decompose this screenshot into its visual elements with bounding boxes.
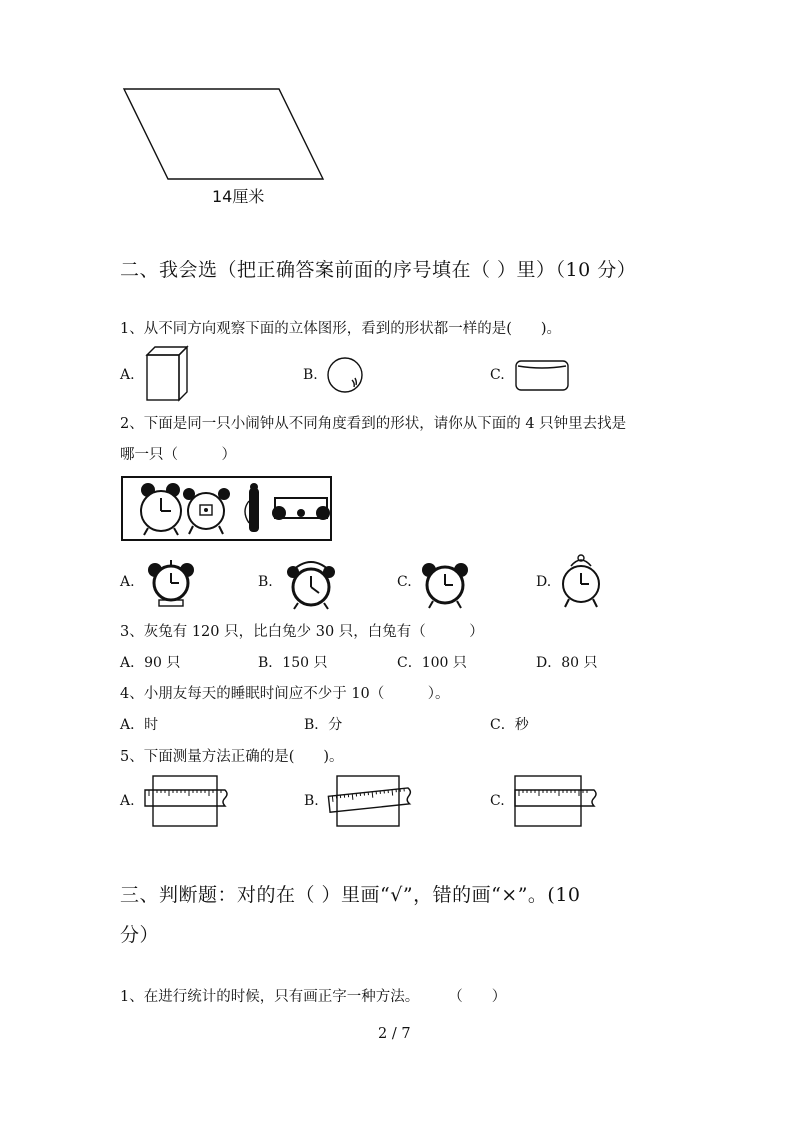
q1-option-a-label: A. — [120, 367, 135, 383]
clock-back-view-icon — [183, 488, 230, 534]
section3-heading-line1: 三、判断题：对的在（ ）里画“√”，错的画“×”。(10 — [120, 884, 581, 906]
q4-text: 4、小朋友每天的睡眠时间应不少于 10（ ）。 — [120, 686, 450, 702]
q4-option-b: B．分 — [304, 717, 343, 733]
cuboid-icon — [145, 345, 191, 403]
clock-views-box — [121, 476, 333, 542]
section2-heading: 二、我会选（把正确答案前面的序号填在（ ）里）（10 分） — [120, 259, 637, 281]
q2-option-d-label: D. — [536, 574, 552, 590]
q5-option-a-label: A. — [120, 793, 135, 809]
q3-option-b: B．150 只 — [258, 655, 328, 671]
parallelogram-figure — [0, 0, 794, 220]
ruler-measure-b-icon — [325, 772, 417, 828]
q3-text: 3、灰兔有 120 只，比白兔少 30 只，白兔有（ ） — [120, 624, 484, 640]
clock-front-view-icon — [141, 483, 181, 535]
q4-option-c: C．秒 — [490, 717, 529, 733]
alarm-clock-d-icon — [557, 554, 605, 610]
q2-option-c-label: C. — [397, 574, 412, 590]
q1-option-c-label: C. — [490, 367, 505, 383]
q2-option-b-label: B. — [258, 574, 273, 590]
q2-option-a-label: A. — [120, 574, 135, 590]
ruler-measure-c-icon — [512, 774, 604, 828]
clock-top-view-icon — [272, 498, 330, 520]
q3-option-a: A．90 只 — [120, 655, 181, 671]
q4-option-a: A．时 — [120, 717, 159, 733]
parallelogram-length-label: 14厘米 — [212, 187, 265, 206]
q5-option-b-label: B. — [304, 793, 319, 809]
q3-option-d: D．80 只 — [536, 655, 598, 671]
section3-heading-line2: 分） — [120, 924, 160, 946]
alarm-clock-a-icon — [145, 558, 197, 610]
q5-text: 5、下面测量方法正确的是( )。 — [120, 749, 344, 765]
q1-option-b-label: B. — [303, 367, 318, 383]
s3-q1-text: 1、在进行统计的时候，只有画正字一种方法。 （ ） — [120, 989, 507, 1005]
q2-text-line2: 哪一只（ ） — [120, 447, 236, 463]
alarm-clock-b-icon — [284, 553, 338, 611]
cylinder-icon — [514, 358, 572, 394]
alarm-clock-c-icon — [420, 558, 470, 610]
ruler-measure-a-icon — [143, 774, 233, 828]
sphere-icon — [326, 356, 366, 394]
q5-option-c-label: C. — [490, 793, 505, 809]
q2-text-line1: 2、下面是同一只小闹钟从不同角度看到的形状，请你从下面的 4 只钟里去找是 — [120, 416, 627, 432]
clock-side-view-icon — [245, 483, 259, 532]
page-number: 2 / 7 — [378, 1026, 411, 1042]
q1-text: 1、从不同方向观察下面的立体图形，看到的形状都一样的是( )。 — [120, 321, 562, 337]
q3-option-c: C．100 只 — [397, 655, 467, 671]
